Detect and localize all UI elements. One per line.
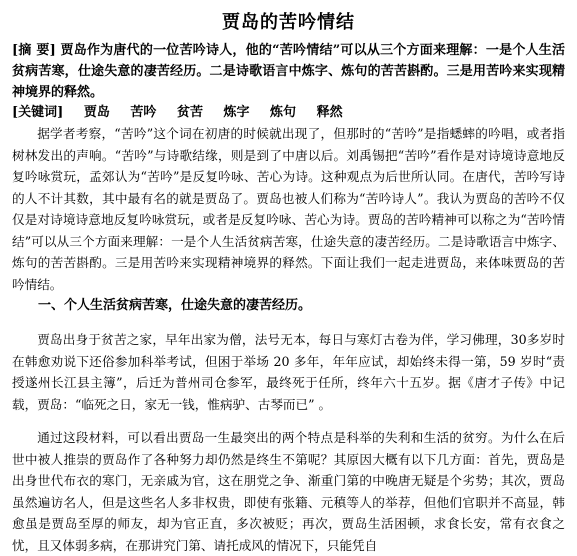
spacer — [12, 317, 565, 329]
keywords — [12, 103, 565, 123]
keyword-item: 释然 — [316, 105, 343, 120]
keyword-item: 炼句 — [270, 105, 297, 120]
keyword-item: 贾岛 — [83, 105, 110, 120]
abstract-text: 贾岛作为唐代的一位苦吟诗人，他的“苦吟情结”可以从三个方面来理解：一是个人生活贫病苦寒，仕途失意的凄苦经历。二是诗歌语言中炼字、炼句的苦苦斟酌。三是用苦吟来实现精神境界的释然。 — [12, 43, 566, 100]
paragraph-intro: 据学者考察，“苦吟”这个词在初唐的时候就出现了，但那时的“苦吟”是指蟋蟀的吟唱，或者指树林发出的声响。“苦吟”与诗歌结缘，则是到了中唐以后。刘禹锡把“苦吟”看作是对诗境诗意地反复吟咏赏玩，孟郊认为“苦吟”是反复吟咏、苦心为诗。这种观点为后世所认同。在唐代，苦吟写诗的人不计其数，其中最有名的就是贾岛了。贾岛也被人们称为“苦吟诗人”。我认为贾岛的苦吟不仅仅是对诗境诗意地反复吟咏赏玩，或者是反复吟咏、苦心为诗。贾岛的苦吟精神可以称之为“苦吟情结”可以从三个方面来理解：一是个人生活贫病苦寒，仕途失意的凄苦经历。二是诗歌语言中炼字、炼句的苦苦斟酌。三是用苦吟来实现精神境界的释然。下面让我们一起走进贾岛，来体味贾岛的苦吟情结。 — [12, 126, 565, 292]
paragraph-analysis: 通过这段材料，可以看出贾岛一生最突出的两个特点是科举的失利和生活的贫穷。为什么在后世中被人推崇的贾岛作了各种努力却仍然是终生不第呢？其原因大概有以下几方面：首先，贾岛是出身世代布衣的寒门，无亲戚为官，这在朋党之争、渐重门第的中晚唐无疑是个劣势；其次，贾岛虽然遍访名人，但是这些名人多非权贵，即使有张籍、元稹等人的举荐，但他们官职并不高显，韩愈虽是贾岛至厚的师友，却为官正直，多次被贬；再次，贾岛生活困顿，求食长安，常有衣食之忧，且又体弱多病，在那讲究门第、请托成风的情况下，只能凭自 — [12, 430, 565, 553]
keyword-item: 苦吟 — [130, 105, 157, 120]
page-title: 贾岛的苦吟情结 — [222, 12, 355, 33]
abstract — [12, 40, 565, 103]
paragraph-biography: 贾岛出身于贫苦之家，早年出家为僧，法号无本，每日与寒灯古卷为伴，学习佛理，30多岁时在韩愈劝说下还俗参加科举考试，但困于举场 20 多年，年年应试，却始终未得一第，59 岁时“责授遂州长江县主簿”，后迁为普州司仓参军，最终死于任所，终年六十五岁。据《唐才子传》中记载，贾岛：“临死之日，家无一钱，惟病驴、古琴而已” 。 — [12, 332, 565, 412]
keyword-item: 炼字 — [223, 105, 250, 120]
keywords-label: [关键词] — [12, 105, 64, 120]
keyword-item: 贫苦 — [176, 105, 203, 120]
section-heading: 一、个人生活贫病苦寒，仕途失意的凄苦经历。 — [38, 298, 312, 313]
abstract-label: [摘 要] — [12, 43, 56, 58]
spacer — [12, 415, 565, 427]
